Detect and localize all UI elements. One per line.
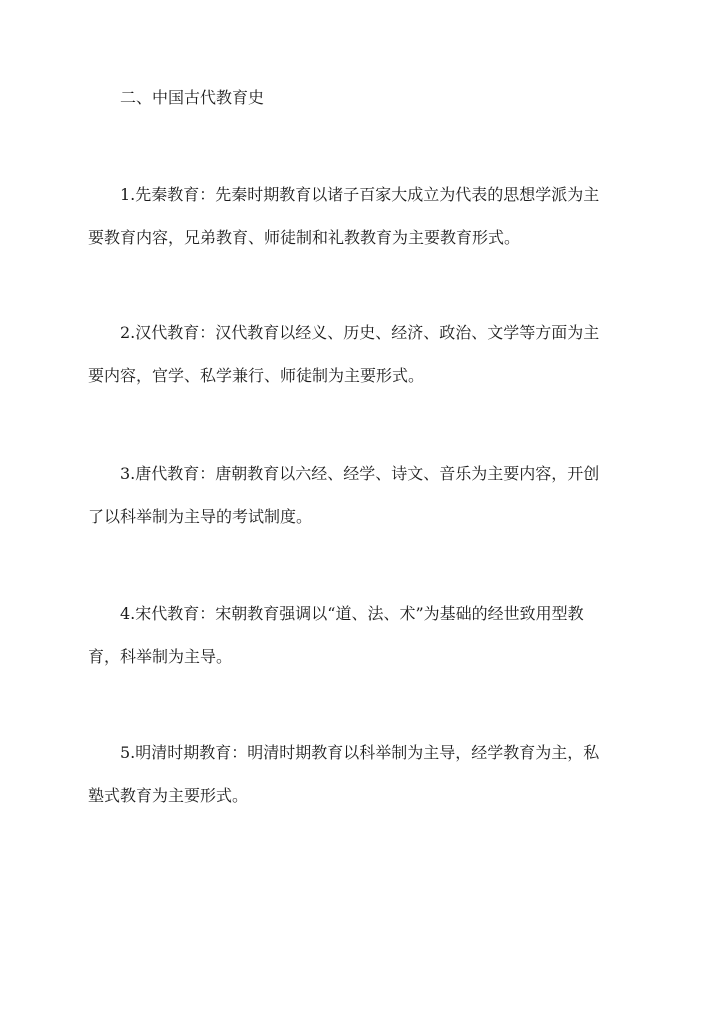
paragraph-song [88, 592, 636, 678]
paragraph-line: 育，科举制为主导。 [88, 647, 233, 666]
paragraph-ming-qing [88, 731, 636, 817]
section-heading: 二、中国古代教育史 [120, 88, 265, 107]
paragraph-han [88, 311, 636, 397]
paragraph-line: 4.宋代教育：宋朝教育强调以“道、法、术”为基础的经世致用型教 [120, 604, 584, 623]
paragraph-pre-qin [88, 173, 636, 259]
paragraph-line: 要教育内容，兄弟教育、师徒制和礼教教育为主要教育形式。 [88, 228, 521, 247]
paragraph-tang [88, 452, 636, 538]
paragraph-line: 5.明清时期教育：明清时期教育以科举制为主导，经学教育为主，私 [120, 743, 600, 762]
paragraph-line: 2.汉代教育：汉代教育以经义、历史、经济、政治、文学等方面为主 [120, 323, 600, 342]
paragraph-line: 1.先秦教育：先秦时期教育以诸子百家大成立为代表的思想学派为主 [120, 185, 600, 204]
paragraph-line: 了以科举制为主导的考试制度。 [88, 507, 313, 526]
paragraph-line: 要内容，官学、私学兼行、师徒制为主要形式。 [88, 366, 425, 385]
paragraph-line: 3.唐代教育：唐朝教育以六经、经学、诗文、音乐为主要内容，开创 [120, 464, 600, 483]
paragraph-line: 塾式教育为主要形式。 [88, 786, 249, 805]
